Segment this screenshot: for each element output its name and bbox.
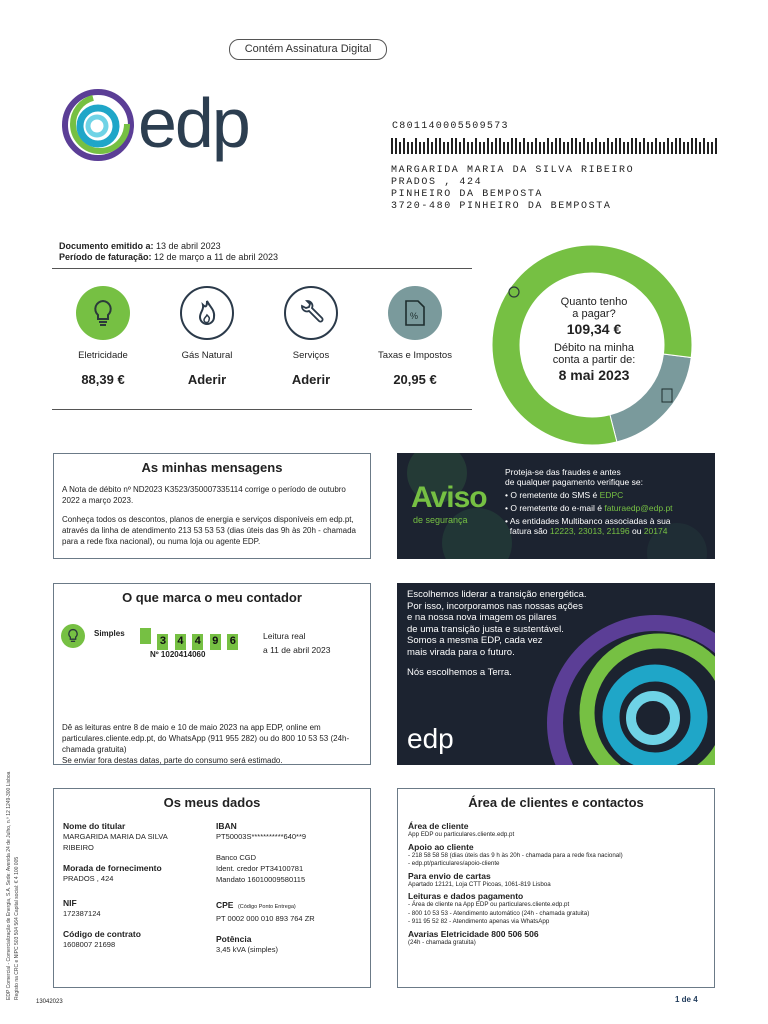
barcode-bar [699,142,701,154]
data-left-column [63,821,203,950]
readings-heading: Leituras e dados pagamento [408,891,524,901]
messages-box [53,453,371,559]
my-data-box [53,788,371,988]
barcode-bar [423,142,425,154]
barcode-bar [431,142,433,154]
barcode-bar [499,138,501,154]
meter-box [53,583,371,765]
support-heading: Apoio ao cliente [408,841,474,852]
service-name: Eletricidade [78,350,128,361]
my-data-title: Os meus dados [163,795,261,810]
barcode-bar [415,138,417,154]
barcode-bar [639,142,641,154]
barcode-bar [471,142,473,154]
contract-label: Código de contrato [63,929,141,939]
letters-heading: Para envio de cartas [408,870,491,881]
barcode-bar [635,138,637,154]
payment-amount: 109,34 € [566,321,622,337]
barcode-bar [659,142,661,154]
holder-label: Nome do titular [63,821,126,831]
debit-label-l1: Débito na minha [553,342,635,354]
barcode-bar [495,138,497,154]
barcode-bar [519,142,521,154]
barcode-bar [651,142,653,154]
service-electricity [53,286,153,387]
service-name: Serviços [292,350,330,361]
tax-document-icon [388,286,442,340]
holder-value: MARGARIDA MARIA DA SILVA [63,832,168,841]
barcode-bar [591,142,593,154]
area-heading: Área de cliente [408,821,469,831]
debit-date: 8 mai 2023 [558,367,630,383]
readings-text-2: - 800 10 53 53 - Atendimento automático (24h - chamada gratuita) [408,909,590,917]
creditor-value: Ident. credor PT34100781 [216,864,304,873]
security-warning-banner [397,453,715,559]
barcode-bar [459,142,461,154]
readings-text-3: - 911 95 52 82 - Atendimento apenas via WhatsApp [408,918,550,925]
billing-period: Período de faturação: 12 de março a 11 de abril 2023 [59,252,278,262]
wrench-icon [284,286,338,340]
side-legal-text: EDP Comercial - Comercialização de Energia, S.A. Sede: Avenida 24 de Julho, n.º 12 1249-300 Lisboa Registo na CRC e NIPC 503 504 564 Capital social: € 4 100 005 [6,771,20,1000]
edp-logo-text: edp [138,84,249,162]
barcode-bar [687,142,689,154]
barcode-bar [507,142,509,154]
barcode-bar [547,138,549,154]
barcode-bar [539,142,541,154]
barcode-bar [427,138,429,154]
address-line-2: PRADOS , 424 [391,177,483,188]
barcode-bar [695,138,697,154]
page-number: 1 de 4 [675,995,698,1004]
support-phone: - 218 58 58 58 (dias úteis das 9 h às 20h - chamada para a rede fixa nacional) [408,851,623,859]
aviso-text: Proteja-se das fraudes e antes de qualquer pagamento verifique se: • O remetente do SMS é EDPC • O remetente do e-mail é faturaedp@edp.pt • As entidades Multibanco associadas à sua fatura são 12223, 23013, 21196 ou 20174 [505,467,673,536]
barcode [391,138,717,154]
document-code: C801140005509573 [392,121,509,132]
letters-text: Apartado 12121, Loja CTT Picoas, 1061-819 Lisboa [408,880,551,888]
barcode-bar [551,142,553,154]
barcode-bar [483,142,485,154]
iban-label: IBAN [216,821,237,831]
divider [52,409,472,410]
mandate-value: Mandato 16010009580115 [216,875,306,884]
service-value: Aderir [291,372,331,387]
barcode-bar [487,138,489,154]
promo-edp-logo: edp [407,723,454,754]
barcode-bar [543,142,545,154]
barcode-bar [443,142,445,154]
barcode-bar [631,138,633,154]
service-value: 88,39 € [81,372,125,387]
digit: 4 [192,634,203,650]
debit-label-l2: conta a partir de: [552,354,636,366]
messages-paragraph-2: Conheça todos os descontos, planos de energia e serviços disponíveis em edp.pt, através da linha de atendimento 213 53 53 53 (dias úteis das 9h às 20h - chamada para a rede fixa nacional), ou numa loja ou agente EDP. [62,515,356,546]
payment-question-l2: a pagar? [572,308,616,320]
digit: 9 [210,634,221,650]
barcode-bar [475,138,477,154]
reading-label: Leitura real [263,631,306,641]
service-gas [157,286,257,387]
service-name: Taxas e Impostos [378,350,452,361]
barcode-bar [479,142,481,154]
barcode-bar [599,142,601,154]
barcode-bar [587,142,589,154]
svg-text:%: % [410,311,419,321]
bank-value: Banco CGD [216,853,257,862]
barcode-bar [559,138,561,154]
messages-paragraph-1: A Nota de débito nº ND2023 K3523/350007335114 corrige o período de outubro 2022 a março 2023. [62,485,346,505]
barcode-bar [679,138,681,154]
flame-icon [180,286,234,340]
service-value: 20,95 € [393,372,437,387]
divider [52,268,472,269]
power-value: 3,45 kVA (simples) [216,945,278,954]
meter-title: O que marca o meu contador [122,590,302,605]
digit: 3 [157,634,168,650]
promo-text: Escolhemos liderar a transição energética. Por isso, incorporamos nas nossas ações e na nossa nova imagem os pilares de uma transição justa e sustentável. Somos a mesma EDP, cada vez mais virada para o futuro. Nós escolhemos a Terra. [407,589,587,678]
barcode-bar [395,138,397,154]
barcode-bar [671,142,673,154]
barcode-bar [403,138,405,154]
supply-value: PRADOS , 424 [63,874,114,883]
barcode-bar [527,142,529,154]
support-link[interactable]: - edp.pt/particulares/apoio-cliente [408,860,500,867]
barcode-bar [663,142,665,154]
lightbulb-icon [76,286,130,340]
barcode-bar [531,142,533,154]
barcode-bar [411,142,413,154]
barcode-bar [451,138,453,154]
barcode-bar [515,138,517,154]
contacts-title: Área de clientes e contactos [468,795,644,810]
barcode-bar [391,138,393,154]
service-taxes [365,286,465,387]
barcode-bar [703,138,705,154]
barcode-bar [711,142,713,154]
digital-signature-badge: Contém Assinatura Digital [229,39,387,60]
barcode-bar [555,138,557,154]
barcode-bar [407,142,409,154]
barcode-bar [583,138,585,154]
barcode-bar [619,138,621,154]
service-name: Gás Natural [181,350,233,361]
barcode-bar [623,142,625,154]
footer-code: 13042023 [36,999,63,1005]
nif-label: NIF [63,898,77,908]
cpe-value: PT 0002 000 010 893 764 ZR [216,914,315,923]
barcode-bar [523,138,525,154]
barcode-bar [491,142,493,154]
contacts-list [408,821,708,947]
barcode-bar [615,138,617,154]
barcode-bar [611,142,613,154]
barcode-bar [667,138,669,154]
payment-question-l1: Quanto tenho [560,296,628,308]
barcode-bar [511,138,513,154]
address-line-4: 3720-480 PINHEIRO DA BEMPOSTA [391,201,612,212]
aviso-title: Aviso [411,481,487,514]
readings-text-1: - Área de cliente na App EDP ou particulares.cliente.edp.pt [408,901,570,908]
barcode-bar [627,142,629,154]
barcode-bar [707,142,709,154]
barcode-bar [655,138,657,154]
barcode-bar [579,142,581,154]
barcode-bar [595,138,597,154]
barcode-bar [643,138,645,154]
contacts-box [397,788,715,988]
barcode-bar [691,138,693,154]
meter-type: Simples [94,629,125,638]
address-line-3: PINHEIRO DA BEMPOSTA [391,189,544,200]
barcode-bar [647,142,649,154]
power-label: Potência [216,934,252,944]
barcode-bar [683,142,685,154]
barcode-bar [563,142,565,154]
barcode-bar [575,138,577,154]
messages-title: As minhas mensagens [141,460,283,475]
aviso-subtitle: de segurança [413,515,468,525]
meter-number: Nº 1020414060 [150,650,206,659]
barcode-bar [675,138,677,154]
barcode-bar [463,138,465,154]
barcode-bar [603,142,605,154]
barcode-bar [455,138,457,154]
service-services [261,286,361,387]
service-value: Aderir [187,372,227,387]
barcode-bar [715,138,717,154]
iban-value: PT50003S***********640**9 [216,832,307,841]
barcode-bar [567,142,569,154]
meter-note: Dê as leituras entre 8 de maio e 10 de maio 2023 na app EDP, online em particulares.cliente.edp.pt, do WhatsApp (911 955 282) ou do 800 10 53 53 (24h- chamada gratuita) Se enviar fora destas datas, parte do consumo será estimado. [62,723,350,765]
nif-value: 172387124 [63,909,101,918]
lightbulb-icon [61,624,85,648]
data-right-column [216,821,366,955]
barcode-bar [435,138,437,154]
barcode-bar [571,138,573,154]
barcode-bar [503,142,505,154]
edp-promo-banner [397,583,715,765]
barcode-bar [447,142,449,154]
barcode-bar [399,142,401,154]
reading-date: a 11 de abril 2023 [263,645,331,655]
meter-reading-digits [140,628,240,650]
faults-text: (24h - chamada gratuita) [408,938,476,946]
barcode-bar [419,142,421,154]
payment-summary [540,296,648,384]
edp-swirl-icon [62,86,138,162]
contract-value: 1608007 21698 [63,940,116,949]
digit: 4 [175,634,186,650]
holder-value-2: RIBEIRO [63,843,94,852]
address-line-1: MARGARIDA MARIA DA SILVA RIBEIRO [391,165,635,176]
barcode-bar [467,142,469,154]
issue-date: Documento emitido a: 13 de abril 2023 [59,241,221,251]
area-text: App EDP ou particulares.cliente.edp.pt [408,831,515,838]
barcode-bar [535,138,537,154]
faults-heading: Avarias Eletricidade 800 506 506 [408,928,539,939]
barcode-bar [439,138,441,154]
digit: 6 [227,634,238,650]
supply-label: Morada de fornecimento [63,863,162,873]
barcode-bar [607,138,609,154]
cpe-label: CPE (Código Ponto Entrega) [216,900,296,910]
